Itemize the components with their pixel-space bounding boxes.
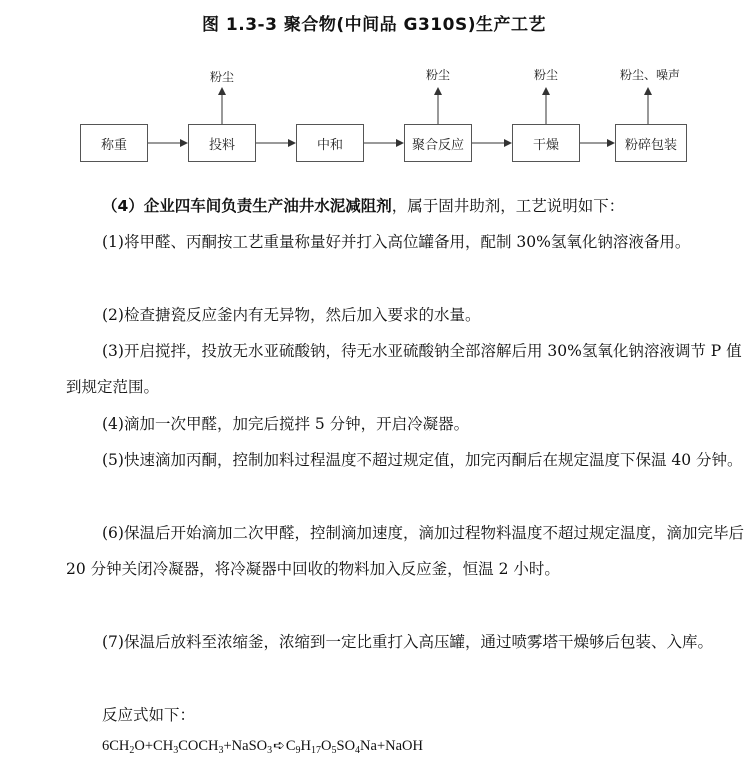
formula-sub: 3 xyxy=(267,745,273,756)
figure-title: 图 1.3-3 聚合物(中间品 G310S)生产工艺 xyxy=(202,15,546,35)
emission-label-polymerize: 粉尘 xyxy=(426,68,451,82)
formula-text: Na+NaOH xyxy=(360,738,423,754)
formula-text: +NaSO xyxy=(223,738,268,754)
process-step-4: (4)滴加一次甲醛，加完后搅拌 5 分钟，开启冷凝器。 xyxy=(102,415,470,433)
step-box-crush-pack: 粉碎包装 xyxy=(615,124,687,162)
reaction-formula xyxy=(102,738,423,756)
process-step-5: (5)快速滴加丙酮，控制加料过程温度不超过规定值，加完丙酮后在规定温度下保温 40 分钟。 xyxy=(102,451,743,469)
emission-label-crush-pack: 粉尘、噪声 xyxy=(620,68,681,82)
process-step-3: (3)开启搅拌，投放无水亚硫酸钠，待无水亚硫酸钠全部溶解后用 30%氢氧化钠溶液调节 P 值到规定范围。 xyxy=(66,342,742,396)
formula-sub: 17 xyxy=(311,745,322,756)
section-heading-bold: （4）企业四车间负责生产油井水泥减阻剂 xyxy=(102,197,392,215)
formula-text: COCH xyxy=(178,738,219,754)
formula-sub: 3 xyxy=(218,745,224,756)
formula-sub: 2 xyxy=(129,745,135,756)
emission-label-feed: 粉尘 xyxy=(210,70,235,84)
step-box-neutralize: 中和 xyxy=(296,124,364,162)
formula-sub: 4 xyxy=(355,745,361,756)
formula-sub: 3 xyxy=(173,745,179,756)
process-step-1: (1)将甲醛、丙酮按工艺重量称量好并打入高位罐备用，配制 30%氢氧化钠溶液备用。 xyxy=(102,233,691,251)
step-box-polymerize: 聚合反应 xyxy=(404,124,472,162)
reaction-arrow-icon: ➪ xyxy=(273,739,285,754)
formula-text: SO xyxy=(336,738,356,754)
formula-label: 反应式如下： xyxy=(102,706,196,724)
formula-sub: 5 xyxy=(331,745,337,756)
formula-text: O+CH xyxy=(134,738,174,754)
process-step-2: (2)检查搪瓷反应釜内有无异物，然后加入要求的水量。 xyxy=(102,306,481,324)
process-step-7: (7)保温后放料至浓缩釜，浓缩到一定比重打入高压罐，通过喷雾塔干燥够后包装、入库。 xyxy=(102,633,713,651)
step-box-dry: 干燥 xyxy=(512,124,580,162)
section-heading-rest: ，属于固井助剂，工艺说明如下： xyxy=(391,197,625,215)
emission-label-dry: 粉尘 xyxy=(534,68,559,82)
formula-text: C xyxy=(285,738,296,754)
process-flow-diagram xyxy=(0,0,748,180)
step-box-weigh: 称重 xyxy=(80,124,148,162)
formula-text: O xyxy=(321,738,332,754)
formula-text: H xyxy=(300,738,312,754)
step-box-feed: 投料 xyxy=(188,124,256,162)
section-heading xyxy=(66,188,746,224)
formula-text: 6CH xyxy=(102,738,130,754)
process-step-6: (6)保温后开始滴加二次甲醛，控制滴加速度，滴加过程物料温度不超过规定温度，滴加完毕后 20 分钟关闭冷凝器，将冷凝器中回收的物料加入反应釜，恒温 2 小时。 xyxy=(66,524,744,578)
formula-sub: 9 xyxy=(295,745,301,756)
